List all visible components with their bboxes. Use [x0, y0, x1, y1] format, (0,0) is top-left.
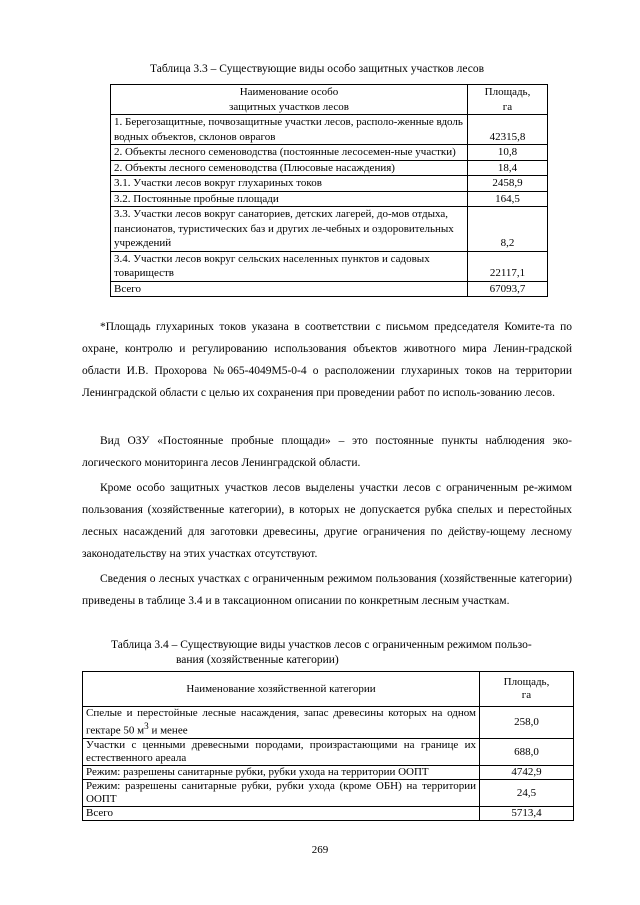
header-area-line1: Площадь, — [503, 676, 550, 688]
row-area: 8,2 — [468, 207, 548, 252]
row-name: 3.1. Участки лесов вокруг глухариных токов — [111, 176, 468, 192]
row-area: 688,0 — [480, 738, 574, 765]
row-name: 3.2. Постоянные пробные площади — [111, 191, 468, 207]
table-row — [111, 207, 548, 252]
row-name: 3.3. Участки лесов вокруг санаториев, детских лагерей, до-мов отдыха, пансионатов, туристических баз и других ле-чебных и оздоровительных учреждений — [111, 207, 468, 252]
table-row — [111, 160, 548, 176]
row-area: 10,8 — [468, 145, 548, 161]
row-area: 4742,9 — [480, 765, 574, 779]
table2-header-name: Наименование хозяйственной категории — [83, 672, 480, 707]
table2-caption-line2: вания (хозяйственные категории) — [176, 654, 339, 666]
header-area-line2: га — [502, 100, 513, 113]
table-row — [111, 191, 548, 207]
table-row — [83, 707, 574, 739]
row-name: 2. Объекты лесного семеноводства (постоянные лесосемен-ные участки) — [111, 145, 468, 161]
paragraph-footnote: *Площадь глухариных токов указана в соответствии с письмом председателя Комите-та по охране, контролю и регулированию использования объектов животного мира Ленин-градской области И.В. Прохорова №065-4049М5-0-4 о расположении глухариных токов на территории Ленинградской области с целью их сохранения при проведении работ по исполь-зованию лесов. — [82, 321, 572, 399]
row-name-text: Спелые и перестойные лесные насаждения, запас древесины которых на одном гектаре 50 м — [86, 707, 476, 737]
table1-header-area — [468, 85, 548, 115]
table-row — [111, 145, 548, 161]
table1-header-row — [111, 85, 548, 115]
row-name-suffix: и менее — [148, 724, 188, 737]
table1 — [110, 84, 548, 297]
row-area: 67093,7 — [468, 281, 548, 297]
table2 — [82, 671, 574, 821]
paragraph-ozu: Вид ОЗУ «Постоянные пробные площади» – это постоянные пункты наблюдения эко-логического мониторинга лесов Ленинградской области. — [82, 435, 572, 469]
table-total-row — [111, 281, 548, 297]
table-row — [83, 779, 574, 806]
row-name: 3.4. Участки лесов вокруг сельских населенных пунктов и садовых товариществ — [111, 251, 468, 281]
table-row — [111, 176, 548, 192]
header-name-line1: Наименование особо — [239, 86, 339, 98]
row-area: 42315,8 — [468, 115, 548, 145]
table1-caption: Таблица 3.3 – Существующие виды особо защитных участков лесов — [150, 63, 485, 75]
paragraph-restricted: Кроме особо защитных участков лесов выделены участки лесов с ограниченным ре-жимом пользования (хозяйственные категории), в которых не допускается рубка спелых и перестойных лесных насаждений для заготовки древесины, другие ограничения по действу-ющему лесному законодательству на этих участках отсутствуют. — [82, 482, 572, 560]
header-area-line1: Площадь, — [484, 86, 531, 98]
row-name: Всего — [83, 806, 480, 820]
paragraph-reference: Сведения о лесных участках с ограниченным режимом пользования (хозяйственные категории) приведены в таблице 3.4 и в таксационном описании по конкретным лесным участкам. — [82, 573, 572, 607]
table1-header-name — [111, 85, 468, 115]
row-area: 24,5 — [480, 779, 574, 806]
row-name: Режим: разрешены санитарные рубки, рубки ухода (кроме ОБН) на территории ООПТ — [83, 779, 480, 806]
row-name: Всего — [111, 281, 468, 297]
table2-header-area — [480, 672, 574, 707]
table2-caption-line1: Таблица 3.4 – Существующие виды участков лесов с ограниченным режимом пользо- — [111, 639, 532, 651]
table-total-row — [83, 806, 574, 820]
page-number: 269 — [311, 844, 329, 856]
row-name — [83, 707, 480, 739]
table-row — [111, 251, 548, 281]
row-name: Режим: разрешены санитарные рубки, рубки ухода на территории ООПТ — [83, 765, 480, 779]
row-area: 18,4 — [468, 160, 548, 176]
row-area: 2458,9 — [468, 176, 548, 192]
row-name: 2. Объекты лесного семеноводства (Плюсовые насаждения) — [111, 160, 468, 176]
table2-header-row — [83, 672, 574, 707]
superscript: 3 — [144, 721, 149, 731]
table-row — [83, 738, 574, 765]
table-row — [111, 115, 548, 145]
row-area: 5713,4 — [480, 806, 574, 820]
row-area: 258,0 — [480, 707, 574, 739]
row-area: 22117,1 — [468, 251, 548, 281]
header-area-line2: га — [521, 689, 532, 701]
header-name-line2: защитных участков лесов — [229, 100, 349, 113]
row-area: 164,5 — [468, 191, 548, 207]
table-row — [83, 765, 574, 779]
row-name: 1. Берегозащитные, почвозащитные участки лесов, располо-женные вдоль водных объектов, склонов оврагов — [111, 115, 468, 145]
row-name: Участки с ценными древесными породами, произрастающими на границе их естественного ареала — [83, 738, 480, 765]
